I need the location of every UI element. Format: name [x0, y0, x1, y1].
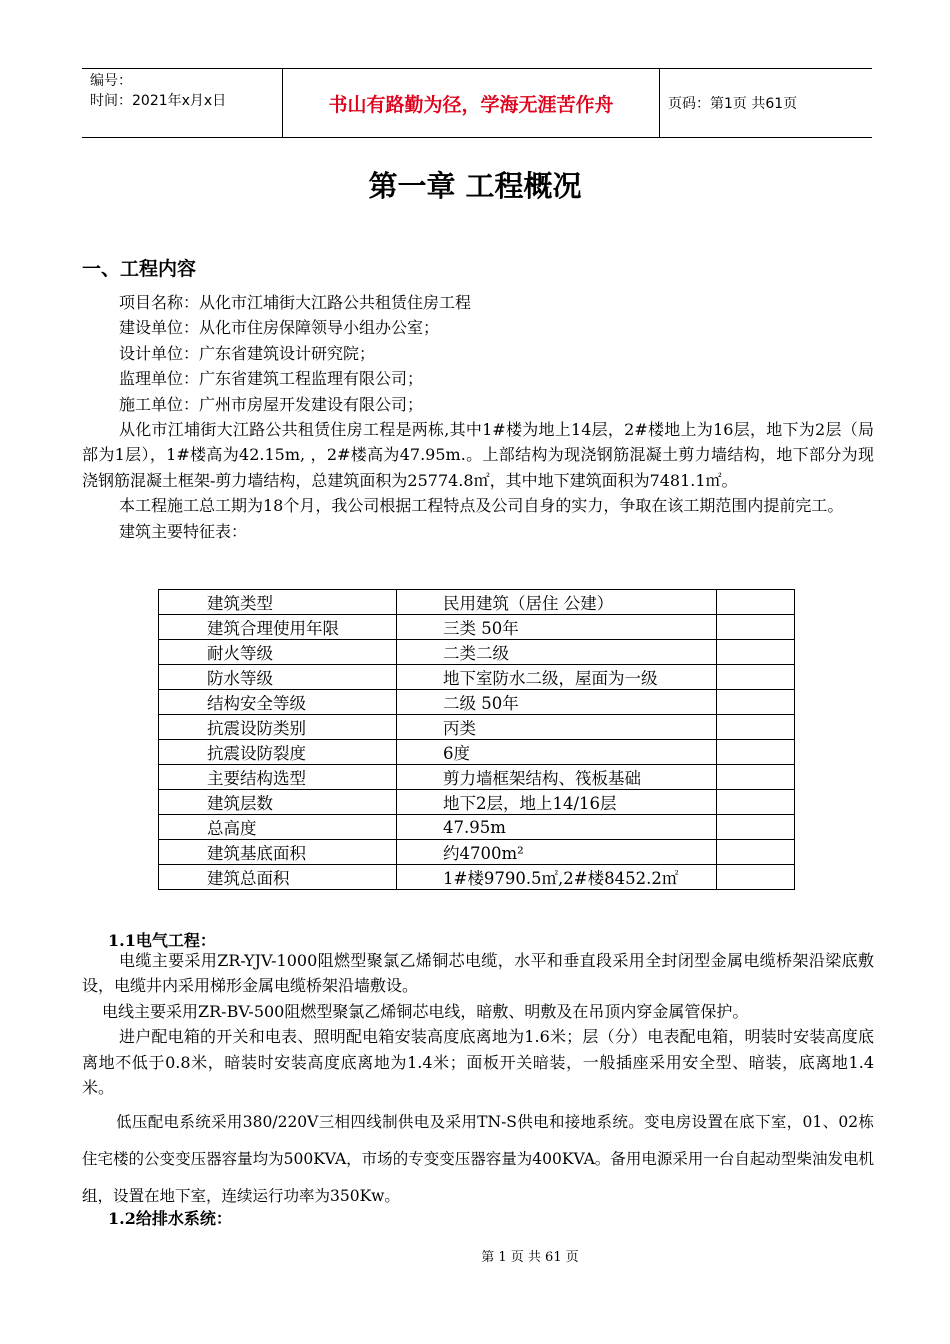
overview-paragraph: 从化市江埔街大江路公共租赁住房工程是两栋,其中1#楼为地上14层，2#楼地上为16层，地下为2层（局部为1层），1#楼高为42.15m, ，2#楼高为47.95m.。上部结构为现浇钢筋混凝土剪力墙结构，地下部分为现浇钢筋混凝土框架-剪力墙结构，总建筑面积为25774.8㎡，其中地下建筑面积为7481.1㎡。 — [82, 420, 874, 490]
chapter-title: 第一章 工程概况 — [368, 169, 582, 203]
table-row — [159, 640, 795, 665]
project-info — [82, 290, 874, 544]
electrical-cable-paragraph: 电缆主要采用ZR-YJV-1000阻燃型聚氯乙烯铜芯电缆，水平和垂直段采用全封闭型金属电缆桥架沿梁底敷设，电缆井内采用梯形金属电缆桥架沿墙敷设。 — [82, 951, 874, 996]
feature-value-cell: 丙类 — [397, 715, 717, 740]
empty-cell — [717, 715, 795, 740]
page-header — [82, 68, 872, 138]
schedule-paragraph: 本工程施工总工期为18个月，我公司根据工程特点及公司自身的实力，争取在该工期范围内提前完工。 — [119, 496, 844, 516]
supervisor-line: 监理单位：广东省建筑工程监理有限公司； — [119, 369, 424, 389]
empty-cell — [717, 765, 795, 790]
feature-name-cell: 结构安全等级 — [159, 690, 397, 715]
section-title: 一、工程内容 — [82, 258, 197, 280]
page-footer: 第 1 页 共 61 页 — [481, 1250, 579, 1265]
empty-cell — [717, 640, 795, 665]
header-motto: 书山有路勤为径，学海无涯苦作舟 — [282, 69, 660, 137]
feature-value-cell: 47.95m — [397, 815, 717, 840]
feature-name-cell: 总高度 — [159, 815, 397, 840]
document-time-label: 时间：2021年x月x日 — [90, 93, 227, 109]
empty-cell — [717, 690, 795, 715]
empty-cell — [717, 590, 795, 615]
table-row — [159, 840, 795, 865]
feature-value-cell: 6度 — [397, 740, 717, 765]
table-row — [159, 665, 795, 690]
feature-name-cell: 建筑类型 — [159, 590, 397, 615]
features-table — [158, 589, 795, 890]
subsection-electrical-title: 1.1电气工程： — [108, 931, 216, 950]
feature-value-cell: 三类 50年 — [397, 615, 717, 640]
feature-name-cell: 建筑合理使用年限 — [159, 615, 397, 640]
table-row — [159, 615, 795, 640]
table-row — [159, 815, 795, 840]
header-page-info: 页码：第1页 共61页 — [668, 96, 798, 112]
header-meta — [82, 69, 282, 137]
empty-cell — [717, 790, 795, 815]
electrical-box-paragraph: 进户配电箱的开关和电表、照明配电箱安装高度底离地为1.6米；层（分）电表配电箱，明装时安装高度底离地不低于0.8米，暗装时安装高度底离地为1.4米；面板开关暗装，一般插座采用安全型、暗装，底离地1.4米。 — [82, 1027, 874, 1098]
feature-name-cell: 建筑基底面积 — [159, 840, 397, 865]
feature-value-cell: 二类二级 — [397, 640, 717, 665]
subsection-water-title: 1.2给排水系统： — [108, 1209, 232, 1228]
empty-cell — [717, 865, 795, 890]
feature-value-cell: 民用建筑（居住 公建） — [397, 590, 717, 615]
project-name-line: 项目名称：从化市江埔街大江路公共租赁住房工程 — [119, 293, 472, 312]
empty-cell — [717, 740, 795, 765]
feature-name-cell: 抗震设防裂度 — [159, 740, 397, 765]
table-row — [159, 765, 795, 790]
empty-cell — [717, 815, 795, 840]
feature-value-cell: 地下室防水二级，屋面为一级 — [397, 665, 717, 690]
contractor-line: 施工单位：广州市房屋开发建设有限公司； — [119, 394, 424, 414]
table-row — [159, 590, 795, 615]
electrical-wire-paragraph: 电线主要采用ZR-BV-500阻燃型聚氯乙烯铜芯电线，暗敷、明敷及在吊顶内穿金属管保护。 — [102, 1001, 749, 1021]
feature-value-cell: 1#楼9790.5㎡,2#楼8452.2㎡ — [397, 865, 717, 890]
table-row — [159, 690, 795, 715]
feature-name-cell: 建筑总面积 — [159, 865, 397, 890]
feature-name-cell: 建筑层数 — [159, 790, 397, 815]
table-caption: 建筑主要特征表： — [119, 521, 248, 541]
feature-name-cell: 抗震设防类别 — [159, 715, 397, 740]
electrical-section — [82, 948, 874, 1100]
electrical-supply-paragraph: 低压配电系统采用380/220V三相四线制供电及采用TN-S供电和接地系统。变电房设置在底下室，01、02栋住宅楼的公变变压器容量均为500KVA，市场的专变变压器容量为400KVA。备用电源采用一台自起动型柴油发电机组，设置在地下室，连续运行功率为350Kw。 — [82, 1113, 874, 1205]
feature-value-cell: 二级 50年 — [397, 690, 717, 715]
document-number-label: 编号： — [90, 73, 132, 89]
table-row — [159, 715, 795, 740]
table-row — [159, 740, 795, 765]
empty-cell — [717, 615, 795, 640]
feature-name-cell: 耐火等级 — [159, 640, 397, 665]
feature-name-cell: 防水等级 — [159, 665, 397, 690]
feature-value-cell: 地下2层，地上14/16层 — [397, 790, 717, 815]
table-row — [159, 865, 795, 890]
empty-cell — [717, 840, 795, 865]
empty-cell — [717, 665, 795, 690]
designer-line: 设计单位：广东省建筑设计研究院； — [119, 343, 376, 363]
feature-name-cell: 主要结构选型 — [159, 765, 397, 790]
feature-value-cell: 约4700m² — [397, 840, 717, 865]
feature-value-cell: 剪力墙框架结构、筏板基础 — [397, 765, 717, 790]
table-row — [159, 790, 795, 815]
builder-line: 建设单位：从化市住房保障领导小组办公室； — [119, 318, 440, 338]
